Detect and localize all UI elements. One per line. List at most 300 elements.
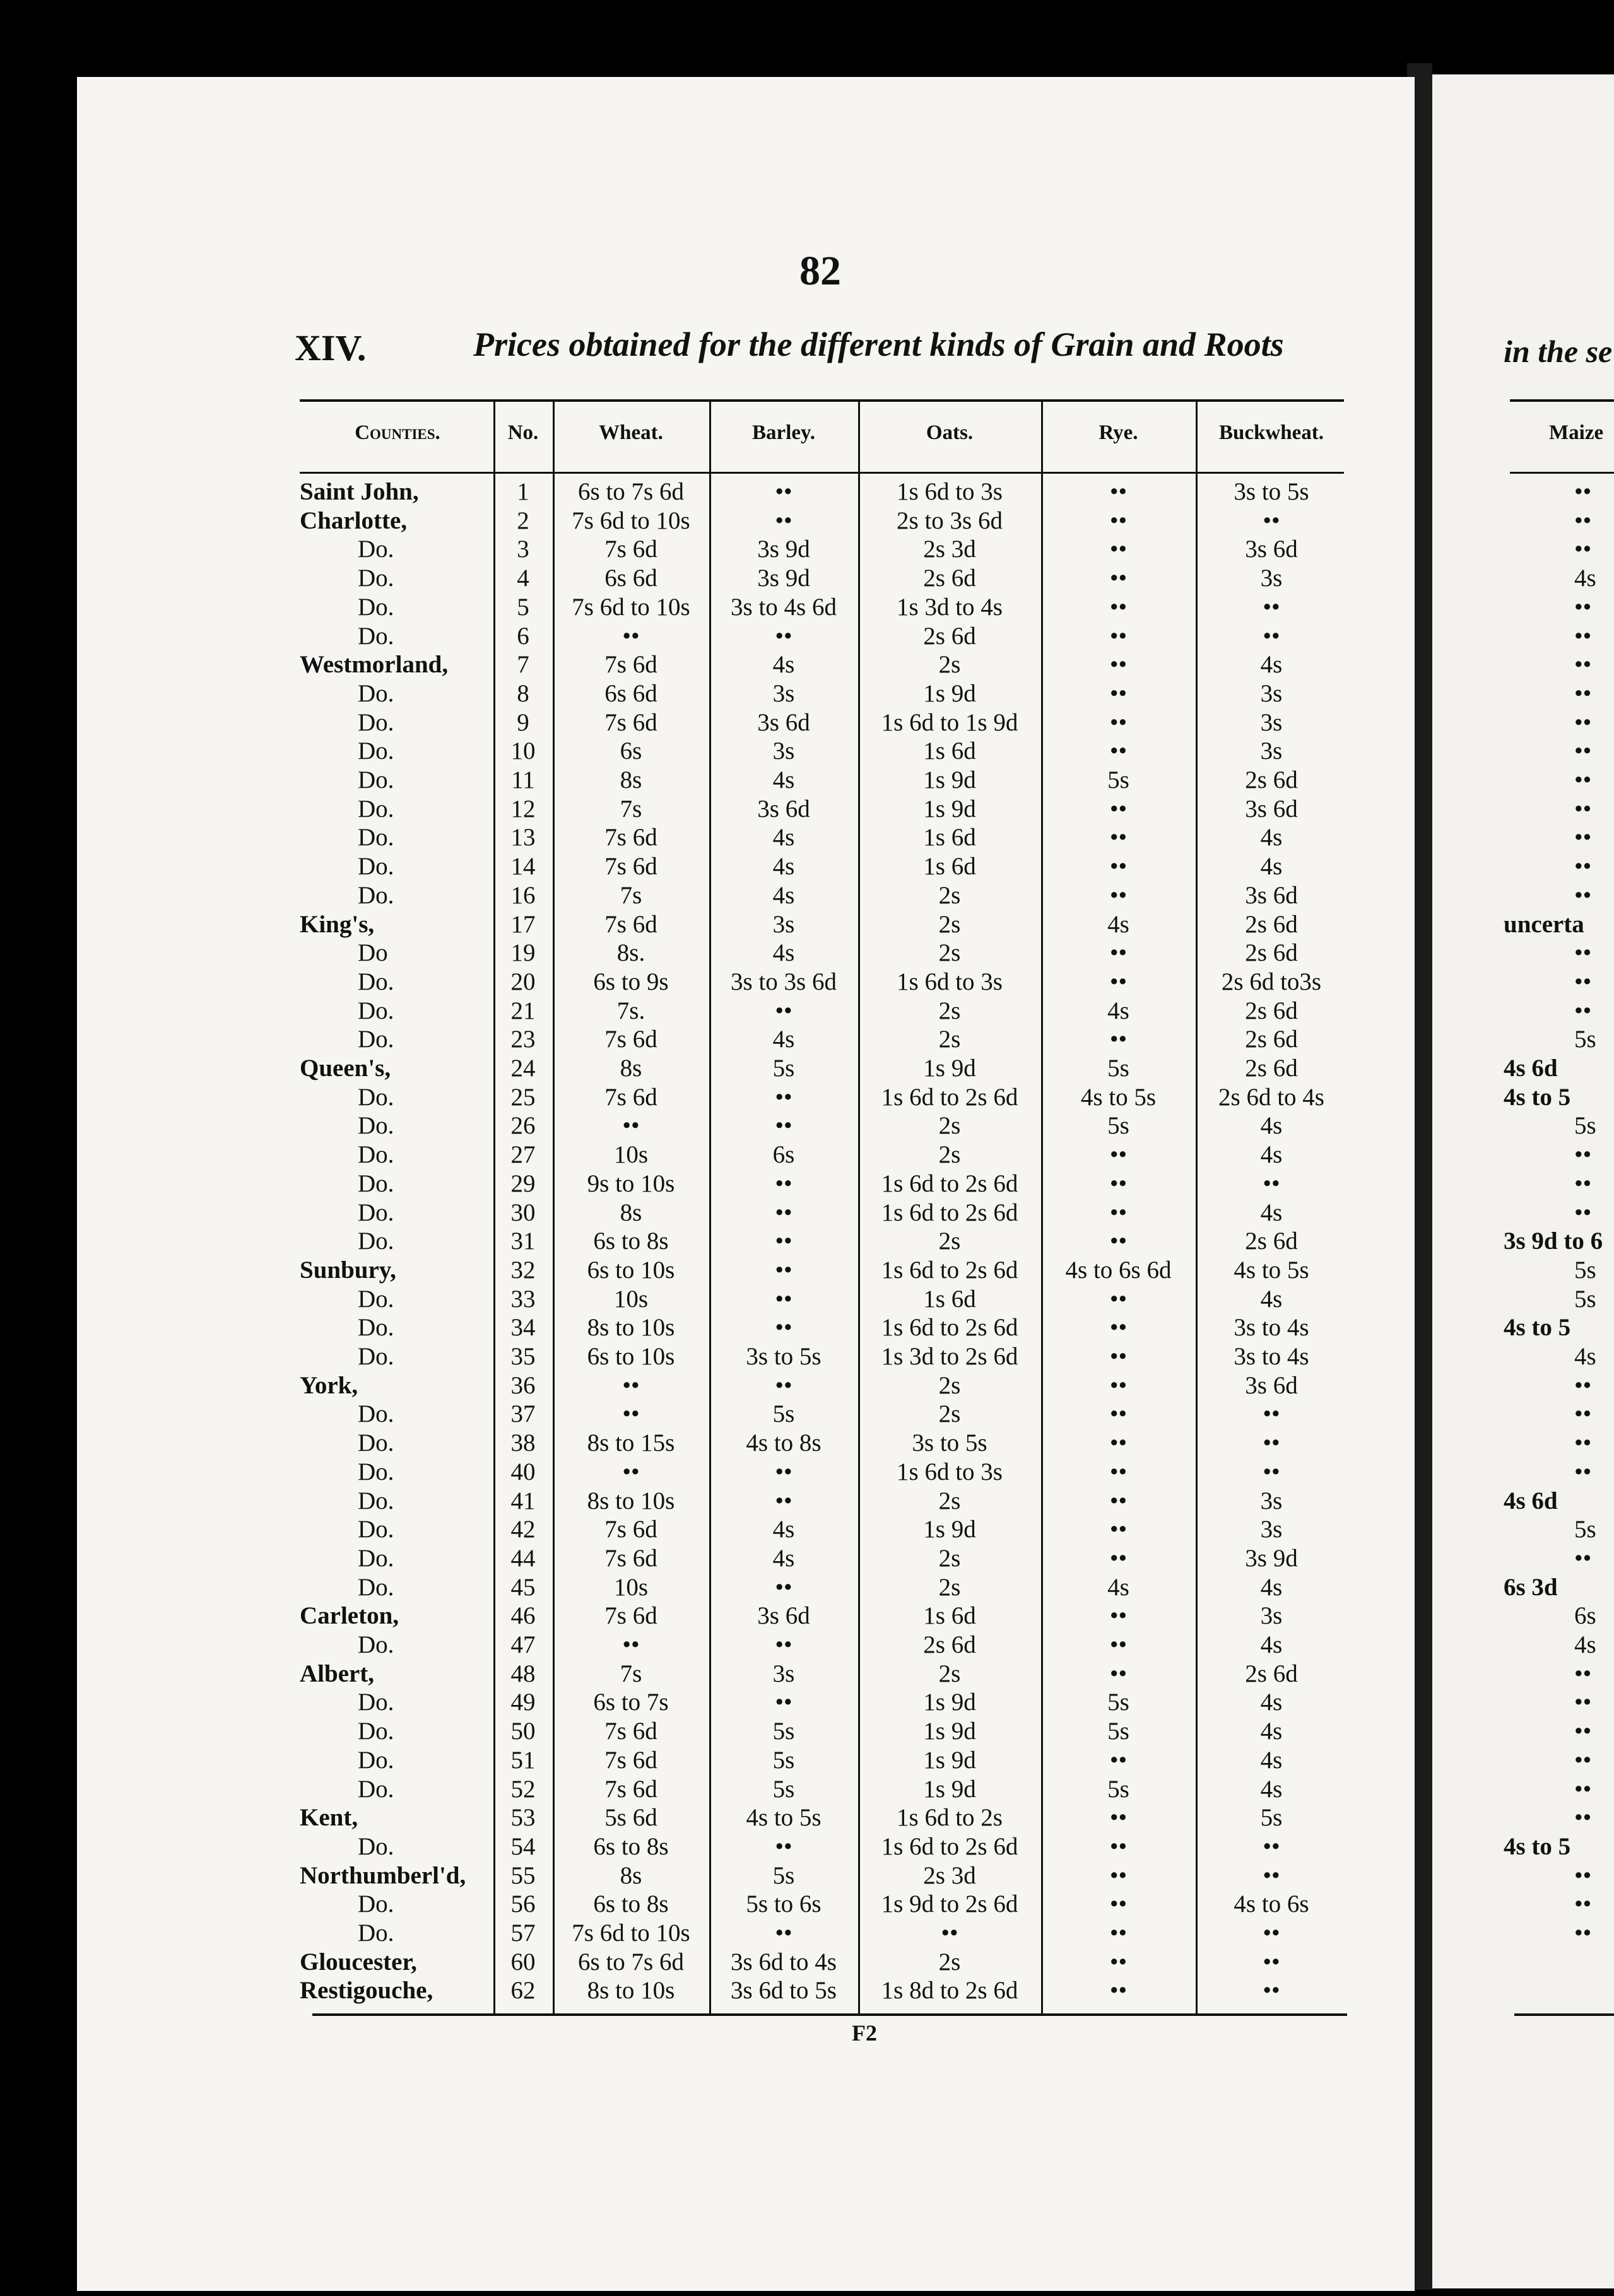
cell-wheat: •• (622, 1458, 640, 1485)
cell-oats: 1s 9d (923, 1776, 976, 1803)
cell-rye: •• (1109, 853, 1128, 880)
cell-no: 27 (510, 1141, 536, 1168)
cell-rye: 5s (1107, 1689, 1129, 1716)
cell-oats: 1s 6d to 2s 6d (881, 1170, 1018, 1197)
maize-cell: •• (1574, 1776, 1592, 1803)
cell-no: 31 (510, 1227, 536, 1255)
cell-oats: 2s (938, 651, 961, 678)
cell-rye: •• (1109, 1919, 1128, 1947)
cell-no: 62 (510, 1977, 536, 2004)
row-county: Do. (358, 1574, 394, 1601)
cell-wheat: •• (622, 623, 640, 650)
maize-cell: •• (1574, 1429, 1592, 1456)
cell-oats: 1s 3d to 2s 6d (881, 1343, 1018, 1370)
cell-buckwheat: •• (1263, 1833, 1280, 1860)
cell-buckwheat: 3s to 5s (1234, 478, 1309, 505)
cell-buckwheat: 2s 6d (1245, 997, 1298, 1024)
cell-rye: 5s (1107, 1112, 1129, 1139)
row-county: Do. (358, 1112, 394, 1139)
cell-wheat: 7s 6d (604, 1718, 657, 1745)
maize-cell: 6s 3d (1504, 1574, 1558, 1601)
cell-oats: 1s 6d to 3s (897, 968, 1003, 995)
maize-cell: •• (1574, 651, 1592, 678)
cell-wheat: 7s 6d (604, 853, 657, 880)
cell-oats: 2s (938, 1026, 961, 1053)
cell-no: 36 (510, 1372, 536, 1399)
cell-oats: 1s 6d (923, 824, 976, 851)
cell-barley: •• (775, 1458, 792, 1485)
cell-no: 20 (510, 968, 536, 995)
row-county: Do. (358, 968, 394, 995)
cell-rye: •• (1109, 1890, 1128, 1918)
cell-no: 37 (510, 1400, 536, 1427)
cell-rye: •• (1109, 795, 1128, 823)
cell-barley: •• (775, 1286, 792, 1313)
cell-oats: 2s (938, 911, 961, 938)
row-county: Do. (358, 824, 394, 851)
cell-oats: 1s 6d (923, 1286, 976, 1313)
cell-barley: •• (775, 997, 792, 1024)
cell-wheat: 7s 6d (604, 1776, 657, 1803)
cell-barley: 5s (772, 1747, 795, 1774)
maize-cell: •• (1574, 1372, 1592, 1399)
row-county: Do. (358, 1286, 394, 1313)
cell-oats: 1s 8d to 2s 6d (881, 1977, 1018, 2004)
maize-cell: •• (1574, 478, 1592, 505)
facing-bottom-rule (1514, 2013, 1614, 2016)
maize-cell: 4s to 5 (1504, 1314, 1571, 1341)
maize-cell: •• (1574, 766, 1592, 794)
row-county: Do. (358, 737, 394, 764)
cell-no: 25 (510, 1084, 536, 1111)
cell-wheat: 8s to 10s (587, 1977, 675, 2004)
cell-oats: 1s 9d (923, 1055, 976, 1082)
row-county: Do. (358, 1545, 394, 1572)
row-county: Queen's, (300, 1055, 391, 1082)
cell-oats: 2s 3d (923, 1862, 976, 1889)
cell-barley: 4s (772, 882, 795, 909)
cell-buckwheat: 2s 6d to3s (1221, 968, 1322, 995)
cell-no: 17 (510, 911, 536, 938)
cell-wheat: 6s to 10s (587, 1343, 675, 1370)
cell-barley: 5s (772, 1718, 795, 1745)
cell-wheat: 6s to 7s 6d (578, 478, 684, 505)
cell-oats: 2s 3d (923, 536, 976, 563)
cell-buckwheat: •• (1263, 1862, 1280, 1889)
cell-rye: 4s (1107, 911, 1129, 938)
cell-rye: •• (1109, 507, 1128, 534)
cell-wheat: 6s (620, 737, 642, 764)
facing-page-heading: in the se (1504, 334, 1613, 369)
maize-cell: •• (1574, 1862, 1592, 1889)
facing-top-rule (1510, 399, 1614, 402)
cell-buckwheat: 3s (1260, 709, 1283, 736)
cell-buckwheat: 2s 6d (1245, 1026, 1298, 1053)
header-oats: Oats. (926, 421, 974, 444)
maize-cell: •• (1574, 1199, 1592, 1226)
row-county: Do. (358, 1487, 394, 1514)
cell-buckwheat: 4s (1260, 1631, 1283, 1658)
cell-rye: •• (1109, 623, 1128, 650)
cell-oats: 2s (938, 1112, 961, 1139)
cell-rye: •• (1109, 1516, 1128, 1543)
cell-wheat: 8s (620, 766, 642, 794)
cell-no: 2 (517, 507, 529, 534)
cell-barley: 4s (772, 939, 795, 966)
row-county: Do. (358, 997, 394, 1024)
maize-cell: •• (1574, 709, 1592, 736)
cell-wheat: 7s 6d (604, 1545, 657, 1572)
cell-no: 40 (510, 1458, 536, 1485)
cell-rye: •• (1109, 1458, 1128, 1485)
cell-buckwheat: 3s to 4s (1234, 1314, 1309, 1341)
cell-wheat: 8s to 15s (587, 1429, 675, 1456)
cell-barley: 3s (772, 1660, 795, 1687)
cell-rye: •• (1109, 882, 1128, 909)
cell-oats: 2s (938, 939, 961, 966)
cell-no: 54 (510, 1833, 536, 1860)
cell-wheat: 6s to 9s (593, 968, 669, 995)
cell-buckwheat: 4s (1260, 1776, 1283, 1803)
cell-wheat: 8s to 10s (587, 1314, 675, 1341)
cell-barley: 3s to 5s (746, 1343, 822, 1370)
cell-no: 48 (510, 1660, 536, 1687)
cell-oats: 1s 6d (923, 737, 976, 764)
cell-rye: 4s (1107, 997, 1129, 1024)
cell-buckwheat: 4s (1260, 1574, 1283, 1601)
cell-barley: 4s to 8s (746, 1429, 822, 1456)
cell-oats: 1s 9d (923, 1689, 976, 1716)
cell-oats: 2s (938, 1660, 961, 1687)
cell-rye: •• (1109, 737, 1128, 764)
cell-no: 34 (510, 1314, 536, 1341)
row-county: Do. (358, 1890, 394, 1918)
cell-rye: •• (1109, 1862, 1128, 1889)
table-number: XIV. (295, 327, 367, 368)
cell-buckwheat: •• (1263, 1429, 1280, 1456)
cell-buckwheat: 3s 9d (1245, 1545, 1298, 1572)
cell-wheat: 8s (620, 1199, 642, 1226)
cell-wheat: 7s 6d (604, 1747, 657, 1774)
cell-barley: •• (775, 1689, 792, 1716)
cell-no: 41 (510, 1487, 536, 1514)
cell-wheat: 7s 6d (604, 1516, 657, 1543)
maize-cell: uncerta (1504, 911, 1584, 938)
cell-buckwheat: 3s (1260, 680, 1283, 707)
maize-cell: 4s (1574, 1631, 1596, 1658)
cell-rye: 5s (1107, 766, 1129, 794)
maize-cell: •• (1574, 853, 1592, 880)
cell-wheat: 7s 6d to 10s (572, 507, 690, 534)
maize-cell: •• (1574, 1689, 1592, 1716)
cell-buckwheat: •• (1263, 507, 1280, 534)
cell-no: 46 (510, 1602, 536, 1629)
cell-wheat: 6s 6d (604, 565, 657, 592)
cell-no: 33 (510, 1286, 536, 1313)
cell-barley: 3s 6d (757, 1602, 810, 1629)
cell-rye: 5s (1107, 1718, 1129, 1745)
row-county: Do. (358, 1199, 394, 1226)
cell-rye: •• (1109, 709, 1128, 736)
cell-barley: 5s to 6s (746, 1890, 822, 1918)
maize-cell: 4s (1574, 1343, 1596, 1370)
cell-oats: 1s 9d (923, 680, 976, 707)
cell-rye: •• (1109, 1804, 1128, 1831)
cell-wheat: 6s to 8s (593, 1890, 669, 1918)
row-county: Do. (358, 1718, 394, 1745)
cell-no: 19 (510, 939, 536, 966)
cell-buckwheat: 2s 6d (1245, 1055, 1298, 1082)
cell-rye: •• (1109, 1747, 1128, 1774)
maize-cell: •• (1574, 1170, 1592, 1197)
cell-buckwheat: 5s (1260, 1804, 1283, 1831)
cell-buckwheat: 2s 6d (1245, 1227, 1298, 1255)
maize-cell: 5s (1574, 1256, 1596, 1284)
table-heading: Prices obtained for the different kinds of Grain and Roots (473, 325, 1284, 363)
maize-cell: 4s 6d (1504, 1487, 1558, 1514)
cell-wheat: •• (622, 1631, 640, 1658)
cell-buckwheat: 4s to 5s (1234, 1256, 1309, 1284)
row-county: York, (300, 1372, 358, 1399)
cell-barley: 5s (772, 1400, 795, 1427)
cell-wheat: 7s (620, 795, 642, 823)
cell-no: 21 (510, 997, 536, 1024)
cell-barley: •• (775, 1372, 792, 1399)
maize-cell: 5s (1574, 1112, 1596, 1139)
cell-barley: •• (775, 1227, 792, 1255)
cell-no: 49 (510, 1689, 536, 1716)
cell-oats: 1s 6d (923, 853, 976, 880)
row-county: Do. (358, 853, 394, 880)
cell-buckwheat: 4s (1260, 1689, 1283, 1716)
maize-cell: •• (1574, 1804, 1592, 1831)
header-maize: Maize (1549, 421, 1604, 444)
cell-wheat: 6s to 10s (587, 1256, 675, 1284)
row-county: Do. (358, 680, 394, 707)
cell-rye: •• (1109, 536, 1128, 563)
header-barley: Barley. (752, 421, 815, 444)
cell-barley: •• (775, 1314, 792, 1341)
cell-oats: 2s (938, 1372, 961, 1399)
row-county: Carleton, (300, 1602, 399, 1629)
cell-barley: •• (775, 1919, 792, 1947)
cell-buckwheat: •• (1263, 623, 1280, 650)
header-no: No. (507, 421, 539, 444)
cell-oats: 2s (938, 1487, 961, 1514)
cell-buckwheat: 3s (1260, 565, 1283, 592)
cell-no: 51 (510, 1747, 536, 1774)
cell-no: 6 (517, 623, 529, 650)
cell-wheat: 6s to 8s (593, 1833, 669, 1860)
cell-wheat: 7s 6d (604, 1026, 657, 1053)
row-county: Saint John, (300, 478, 419, 505)
cell-no: 30 (510, 1199, 536, 1226)
row-county: Charlotte, (300, 507, 408, 534)
cell-no: 60 (510, 1948, 536, 1976)
cell-rye: •• (1109, 1227, 1128, 1255)
cell-rye: 4s (1107, 1574, 1129, 1601)
maize-cell: •• (1574, 1141, 1592, 1168)
cell-oats: 1s 9d (923, 1516, 976, 1543)
cell-barley: 5s (772, 1862, 795, 1889)
cell-wheat: 7s. (616, 997, 645, 1024)
maize-cell: 5s (1574, 1286, 1596, 1313)
cell-no: 3 (517, 536, 529, 563)
cell-barley: •• (775, 478, 792, 505)
cell-barley: 4s (772, 651, 795, 678)
cell-buckwheat: 3s 6d (1245, 536, 1298, 563)
row-county: Do. (358, 1919, 394, 1947)
cell-no: 4 (517, 565, 529, 592)
row-county: Do. (358, 1631, 394, 1658)
maize-cell: •• (1574, 939, 1592, 966)
cell-rye: 5s (1107, 1776, 1129, 1803)
cell-buckwheat: •• (1263, 1948, 1280, 1976)
cell-barley: •• (775, 1833, 792, 1860)
cell-oats: 1s 6d to 2s 6d (881, 1084, 1018, 1111)
maize-cell: •• (1574, 795, 1592, 823)
cell-wheat: 10s (613, 1574, 649, 1601)
header-rye: Rye. (1099, 421, 1138, 444)
cell-wheat: 6s to 7s (593, 1689, 669, 1716)
row-county: Do. (358, 623, 394, 650)
cell-oats: 1s 6d (923, 1602, 976, 1629)
cell-oats: 2s (938, 1227, 961, 1255)
cell-buckwheat: •• (1263, 1458, 1280, 1485)
cell-oats: 2s 6d (923, 623, 976, 650)
cell-wheat: 6s to 7s 6d (578, 1948, 684, 1976)
cell-rye: •• (1109, 478, 1128, 505)
cell-wheat: 7s (620, 1660, 642, 1687)
cell-no: 10 (510, 737, 536, 764)
cell-rye: •• (1109, 1833, 1128, 1860)
cell-barley: 3s 6d (757, 709, 810, 736)
cell-wheat: •• (622, 1400, 640, 1427)
maize-cell: •• (1574, 1718, 1592, 1745)
cell-barley: 4s (772, 1545, 795, 1572)
row-county: Do. (358, 1747, 394, 1774)
cell-barley: 3s 6d (757, 795, 810, 823)
maize-cell: •• (1574, 1458, 1592, 1485)
row-county: Do. (358, 565, 394, 592)
cell-buckwheat: 3s 6d (1245, 882, 1298, 909)
cell-buckwheat: •• (1263, 1977, 1280, 2004)
row-county: Do. (358, 1458, 394, 1485)
cell-no: 44 (510, 1545, 536, 1572)
row-county: Do. (358, 1314, 394, 1341)
cell-rye: •• (1109, 1660, 1128, 1687)
cell-rye: •• (1109, 1026, 1128, 1053)
maize-cell: •• (1574, 1660, 1592, 1687)
cell-oats: 1s 3d to 4s (897, 594, 1003, 621)
cell-barley: 3s to 3s 6d (731, 968, 837, 995)
maize-cell: •• (1574, 1747, 1592, 1774)
cell-buckwheat: 2s 6d (1245, 766, 1298, 794)
cell-buckwheat: 4s (1260, 1286, 1283, 1313)
cell-rye: 4s to 5s (1080, 1084, 1157, 1111)
cell-rye: •• (1109, 1602, 1128, 1629)
cell-no: 50 (510, 1718, 536, 1745)
cell-rye: •• (1109, 968, 1128, 995)
cell-oats: 1s 9d (923, 766, 976, 794)
cell-oats: 2s (938, 1400, 961, 1427)
cell-buckwheat: •• (1263, 1400, 1280, 1427)
cell-oats: 3s to 5s (912, 1429, 987, 1456)
cell-no: 42 (510, 1516, 536, 1543)
cell-rye: •• (1109, 1429, 1128, 1456)
maize-cell: •• (1574, 737, 1592, 764)
maize-cell: 4s to 5 (1504, 1833, 1571, 1860)
cell-rye: •• (1109, 1314, 1128, 1341)
cell-rye: •• (1109, 1948, 1128, 1976)
cell-buckwheat: 3s (1260, 737, 1283, 764)
cell-buckwheat: 2s 6d (1245, 939, 1298, 966)
cell-rye: 4s to 6s 6d (1065, 1256, 1172, 1284)
cell-no: 26 (510, 1112, 536, 1139)
cell-rye: •• (1109, 1141, 1128, 1168)
cell-no: 1 (517, 478, 529, 505)
cell-buckwheat: 2s 6d to 4s (1218, 1084, 1324, 1111)
cell-no: 45 (510, 1574, 536, 1601)
cell-wheat: 10s (613, 1286, 649, 1313)
row-county: Do. (358, 1400, 394, 1427)
cell-buckwheat: 2s 6d (1245, 911, 1298, 938)
header-counties: Counties. (355, 421, 440, 444)
cell-barley: 3s (772, 911, 795, 938)
cell-oats: 2s 6d (923, 565, 976, 592)
cell-rye: •• (1109, 1545, 1128, 1572)
cell-rye: 5s (1107, 1055, 1129, 1082)
cell-barley: 4s (772, 766, 795, 794)
cell-oats: 1s 9d (923, 1747, 976, 1774)
row-county: Do. (358, 1227, 394, 1255)
cell-barley: •• (775, 1574, 792, 1601)
maize-cell: •• (1574, 1919, 1592, 1947)
cell-buckwheat: 4s (1260, 1747, 1283, 1774)
cell-rye: •• (1109, 1631, 1128, 1658)
cell-rye: •• (1109, 824, 1128, 851)
cell-no: 57 (510, 1919, 536, 1947)
cell-no: 16 (510, 882, 536, 909)
cell-wheat: 8s (620, 1055, 642, 1082)
cell-buckwheat: 3s to 4s (1234, 1343, 1309, 1370)
cell-rye: •• (1109, 680, 1128, 707)
cell-oats: 1s 6d to 3s (897, 478, 1003, 505)
cell-no: 52 (510, 1776, 536, 1803)
cell-rye: •• (1109, 1400, 1128, 1427)
cell-buckwheat: 4s (1260, 1141, 1283, 1168)
cell-oats: 2s (938, 882, 961, 909)
cell-rye: •• (1109, 651, 1128, 678)
cell-wheat: 8s (620, 1862, 642, 1889)
maize-cell: 5s (1574, 1516, 1596, 1543)
cell-rye: •• (1109, 594, 1128, 621)
cell-barley: 3s 6d to 5s (731, 1977, 837, 2004)
cell-wheat: 7s 6d (604, 1084, 657, 1111)
page-number: 82 (799, 248, 841, 294)
row-county: Sunbury, (300, 1256, 396, 1284)
cell-barley: •• (775, 1487, 792, 1514)
cell-oats: 1s 9d to 2s 6d (881, 1890, 1018, 1918)
cell-wheat: 7s 6d (604, 1602, 657, 1629)
row-county: Northumberl'd, (300, 1862, 466, 1889)
cell-buckwheat: 3s (1260, 1602, 1283, 1629)
row-county: King's, (300, 911, 375, 938)
cell-barley: 4s (772, 853, 795, 880)
row-county: Do. (358, 1141, 394, 1168)
cell-barley: •• (775, 1199, 792, 1226)
cell-oats: 2s (938, 1141, 961, 1168)
